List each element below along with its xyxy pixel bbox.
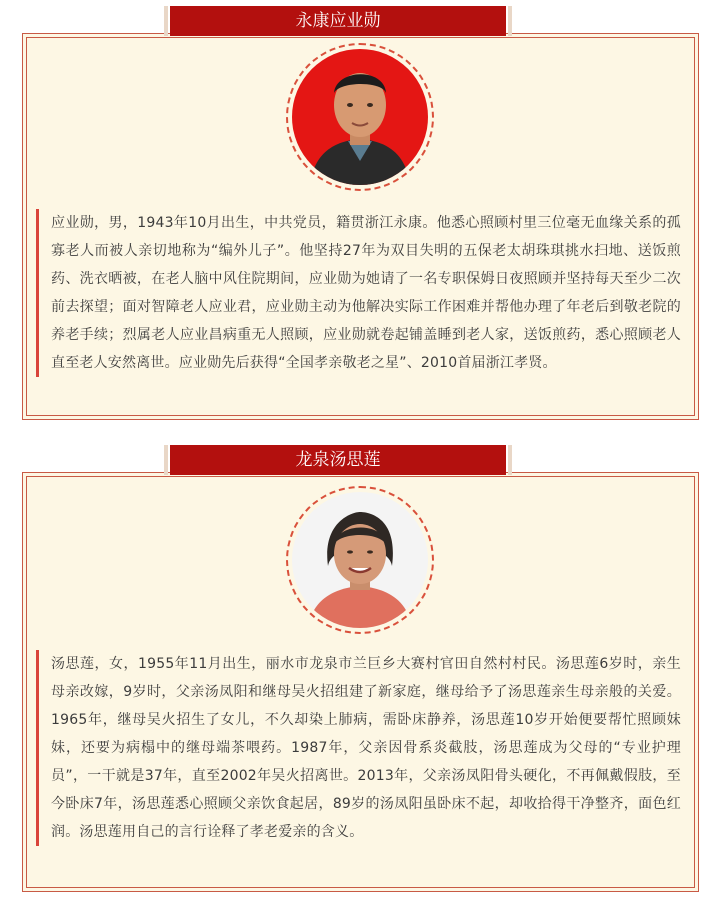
portrait-photo [286,486,434,634]
profile-bio: 应业勋，男，1943年10月出生，中共党员，籍贯浙江永康。他悉心照顾村里三位毫无血缘关系的孤寡老人而被人亲切地称为“编外儿子”。他坚持27年为双目失明的五保老太胡珠琪挑水扫地、送饭煎药、洗衣晒被，在老人脑中风住院期间，应业勋为她请了一名专职保姆日夜照顾并坚持每天至少二次前去探望；面对智障老人应业君，应业勋主动为他解决实际工作困难并帮他办理了年老后到敬老院的养老手续；烈属老人应业昌病重无人照顾，应业勋就卷起铺盖睡到老人家，送饭煎药，悉心照顾老人直至老人安然离世。应业勋先后获得“全国孝亲敬老之星”、2010首届浙江孝贤。 [36,209,681,377]
profile-card-1 [22,33,699,420]
profile-card-2 [22,472,699,892]
profile-title-2: 龙泉汤思莲 [170,445,506,475]
woman-portrait-image [292,492,428,628]
portrait-photo [286,43,434,191]
profile-title-1: 永康应业勋 [170,6,506,36]
profile-bio: 汤思莲，女，1955年11月出生，丽水市龙泉市兰巨乡大赛村官田自然村村民。汤思莲6岁时，亲生母亲改嫁，9岁时，父亲汤凤阳和继母吴火招组建了新家庭，继母给予了汤思莲亲生母亲般的关爱。1965年，继母吴火招生了女儿，不久却染上肺病，需卧床静养，汤思莲10岁开始便要帮忙照顾妹妹，还要为病榻中的继母端茶喂药。1987年，父亲因骨系炎截肢，汤思莲成为父母的“专业护理员”，一干就是37年，直至2002年吴火招离世。2013年，父亲汤凤阳骨头硬化，不再佩戴假肢，至今卧床7年，汤思莲悉心照顾父亲饮食起居，89岁的汤凤阳虽卧床不起，却收拾得干净整齐，面色红润。汤思莲用自己的言行诠释了孝老爱亲的含义。 [36,650,681,846]
man-portrait-image [292,49,428,185]
